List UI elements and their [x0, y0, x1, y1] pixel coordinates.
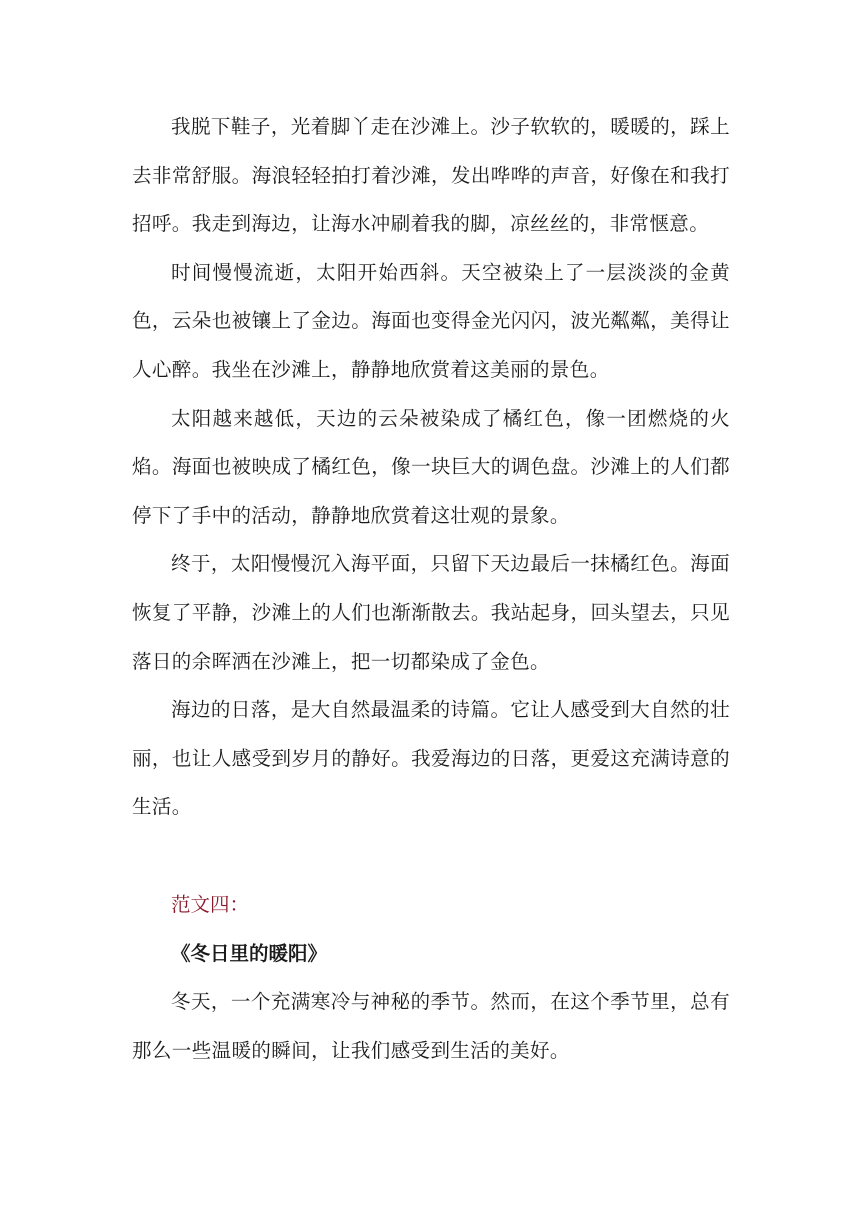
paragraph-1: 我脱下鞋子，光着脚丫走在沙滩上。沙子软软的，暖暖的，踩上去非常舒服。海浪轻轻拍打着沙滩，发出哗哗的声音，好像在和我打招呼。我走到海边，让海水冲刷着我的脚，凉丝丝的，非常惬意。 [132, 115, 730, 236]
essay-paragraph-1: 冬天，一个充满寒冷与神秘的季节。然而，在这个季节里，总有那么一些温暖的瞬间，让我们感受到生活的美好。 [132, 990, 730, 1062]
paragraph-4: 终于，太阳慢慢沉入海平面，只留下天边最后一抹橘红色。海面恢复了平静，沙滩上的人们也渐渐散去。我站起身，回头望去，只见落日的余晖洒在沙滩上，把一切都染成了金色。 [132, 552, 730, 673]
paragraph-2: 时间慢慢流逝，太阳开始西斜。天空被染上了一层淡淡的金黄色，云朵也被镶上了金边。海面也变得金光闪闪，波光粼粼，美得让人心醉。我坐在沙滩上，静静地欣赏着这美丽的景色。 [132, 260, 730, 381]
paragraph-3: 太阳越来越低，天边的云朵被染成了橘红色，像一团燃烧的火焰。海面也被映成了橘红色，像一块巨大的调色盘。沙滩上的人们都停下了手中的活动，静静地欣赏着这壮观的景象。 [132, 406, 730, 527]
essay-title: 《冬日里的暖阳》 [171, 941, 328, 965]
section-label: 范文四： [171, 892, 250, 916]
paragraph-5: 海边的日落，是大自然最温柔的诗篇。它让人感受到大自然的壮丽，也让人感受到岁月的静好。我爱海边的日落，更爱这充满诗意的生活。 [132, 698, 730, 819]
document-page [132, 103, 730, 1075]
